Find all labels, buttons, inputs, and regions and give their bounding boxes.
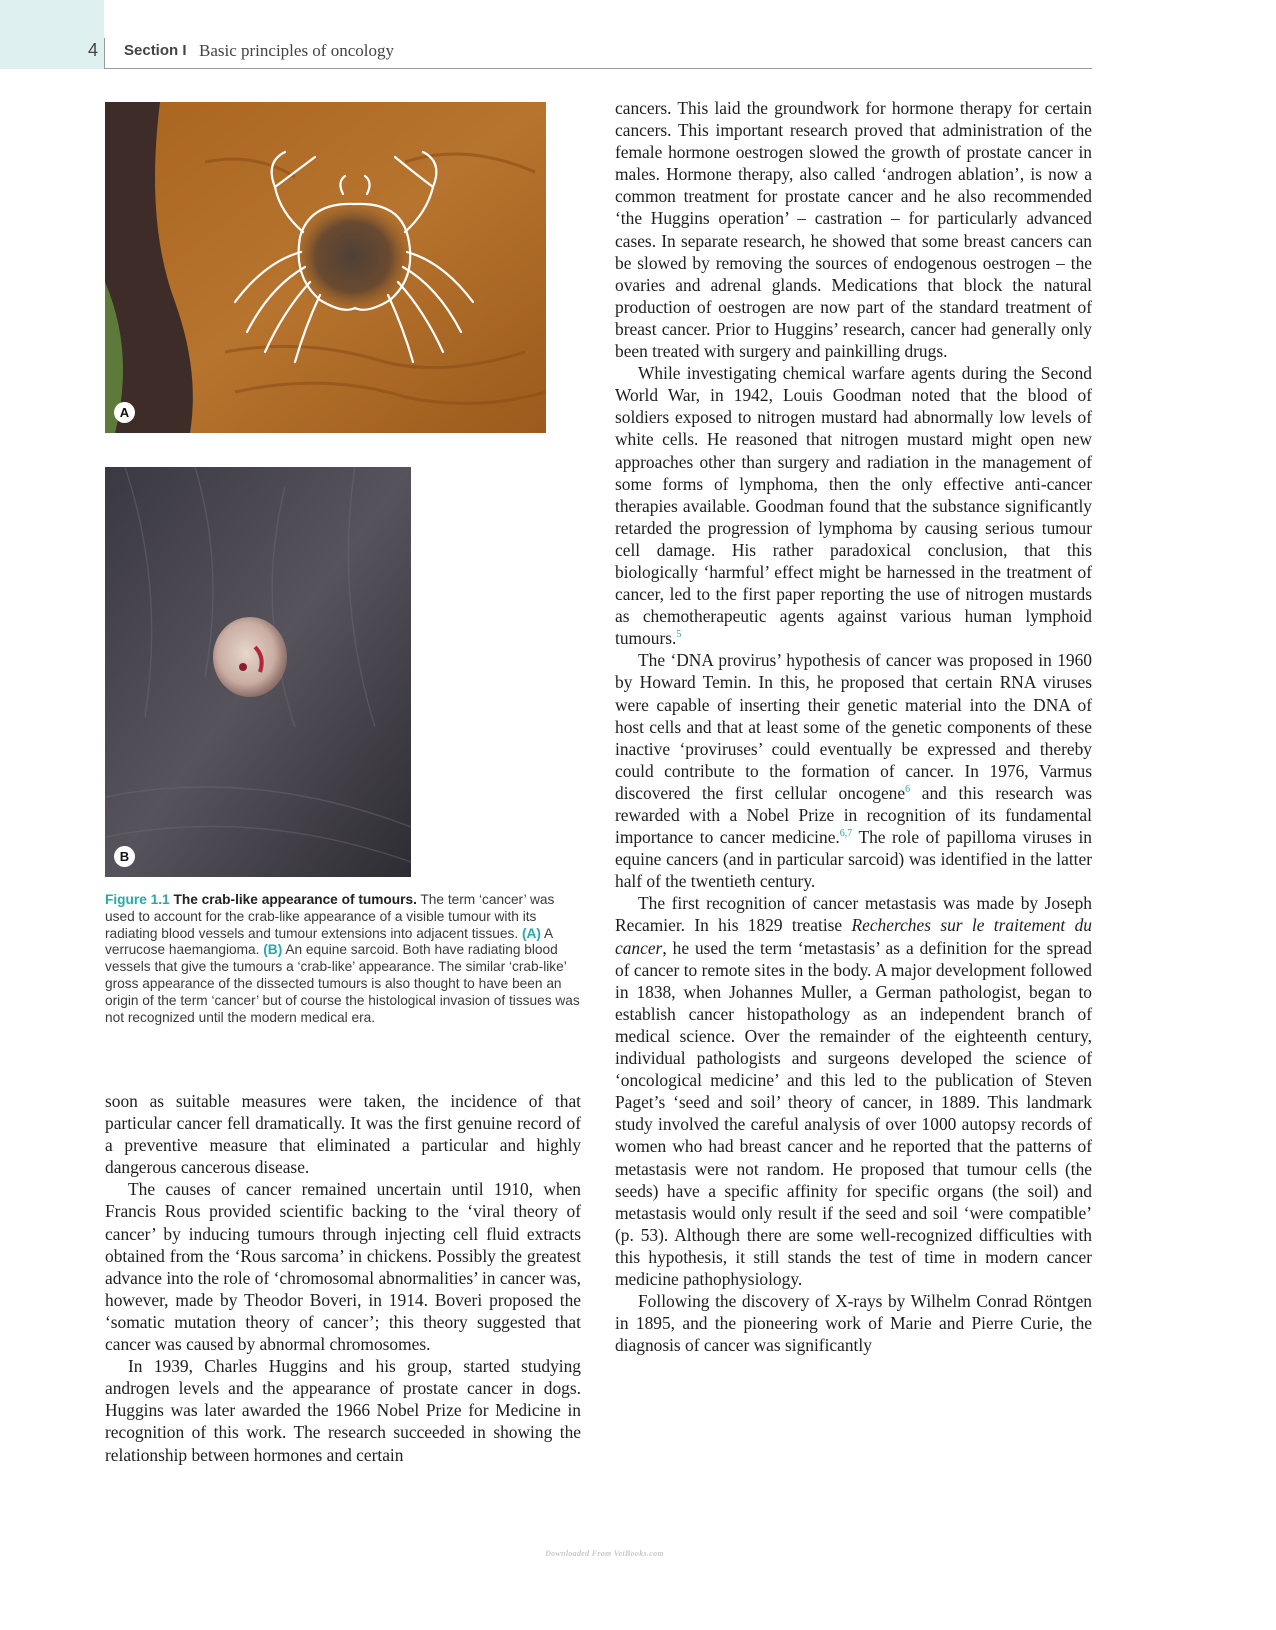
body-paragraph: Following the discovery of X-rays by Wilhelm Conrad Röntgen in 1895, and the pioneering work of Marie and Pierre Curie, the diagnosis of cancer was significantly: [615, 1291, 1092, 1356]
header-title: Basic principles of oncology: [199, 41, 394, 60]
paragraph-text: and this research was rewarded with a Nobel Prize in recognition of its fundamental importance to cancer medicine.: [615, 782, 1092, 848]
reference-link[interactable]: 5: [676, 629, 682, 641]
paragraph-text: The first recognition of cancer metastasis was made by Joseph Recamier. In his 1829 treatise: [615, 893, 1092, 936]
page-number: 4: [87, 40, 98, 60]
left-column: [105, 1090, 581, 1466]
caption-text: An equine sarcoid. Both have radiating blood vessels that give the tumours a ‘crab-like’ appearance. The similar ‘crab-like’ gross appearance of the dissected tumours is also thought to have been an origin of the term ‘cancer’ but of course the histological invasion of tissues was not recognized until the modern medical era.: [105, 942, 580, 1025]
body-paragraph: [615, 892, 1092, 1290]
figure-caption: [105, 892, 581, 1026]
body-paragraph: In 1939, Charles Huggins and his group, started studying androgen levels and the appearance of prostate cancer in dogs. Huggins was later awarded the 1966 Nobel Prize for Medicine in recognition of this work. The research succeeded in showing the relationship between hormones and certain: [105, 1356, 581, 1465]
paragraph-text: , he used the term ‘metastasis’ as a definition for the spread of cancer to remote sites in the body. A major development followed in 1838, when Johannes Muller, a German pathologist, began to establish cancer histopathology as an independent branch of medical science. Over the remainder of the eighteenth century, individual pathologists and surgeons developed the science of ‘oncological medicine’ and this led to the publication of Steven Paget’s ‘seed and soil’ theory of cancer, in 1889. This landmark study involved the careful analysis of over 1000 autopsy records of women who had breast cancer and he reported that the patterns of metastasis were not random. He proposed that tumour cells (the seeds) have a specific affinity for specific organs (the soil) and metastasis would only result if the seed and soil ‘were compatible’ (p. 53). Although there are some well-recognized difficulties with this hypothesis, it still stands the test of time in modern cancer medicine pathophysiology.: [615, 937, 1092, 1289]
caption-ref-b: (B): [263, 942, 283, 958]
panel-b-label: B: [114, 846, 135, 867]
header-section-label: Section I: [124, 42, 187, 59]
figure-title: The crab-like appearance of tumours.: [173, 892, 417, 907]
header-divider: [104, 38, 105, 68]
caption-ref-a: (A): [521, 925, 541, 941]
figure-panel-b-photo: [105, 467, 411, 877]
paragraph-text: The ‘DNA provirus’ hypothesis of cancer was proposed in 1960 by Howard Temin. In this, he proposed that certain RNA viruses were capable of inserting their genetic material into the DNA of host cells and that at least some of the genetic components of these inactive ‘proviruses’ could eventually be expressed and thereby could contribute to the formation of cancer. In 1976, Varmus discovered the first cellular oncogene: [615, 650, 1092, 803]
header-rule: [104, 68, 1092, 69]
reference-link[interactable]: 6: [905, 784, 911, 796]
italic-title: Recherches sur le traitement du cancer: [615, 915, 1092, 958]
body-paragraph: The causes of cancer remained uncertain until 1910, when Francis Rous provided scientific backing to the ‘viral theory of cancer’ by inducing tumours through injecting cell fluid extracts obtained from the ‘Rous sarcoma’ in chickens. Possibly the greatest advance into the role of ‘chromosomal abnormalities’ in cancer was, however, made by Theodor Boveri, in 1914. Boveri proposed the ‘somatic mutation theory of cancer’; this theory suggested that cancer was caused by abnormal chromosomes.: [105, 1179, 581, 1355]
caption-text: A verrucose haemangioma.: [105, 925, 553, 958]
paragraph-text: The role of papilloma viruses in equine cancers (and in particular sarcoid) was identified in the latter half of the twentieth century.: [615, 827, 1092, 892]
body-paragraph: [615, 362, 1092, 649]
sarcoid-photo: [105, 467, 411, 877]
body-paragraph: soon as suitable measures were taken, the incidence of that particular cancer fell dramatically. It was the first genuine record of a preventive measure that eliminated a particular and highly dangerous cancerous disease.: [105, 1091, 581, 1178]
body-paragraph: [615, 649, 1092, 892]
caption-text: The term ‘cancer’ was used to account for the crab-like appearance of a visible tumour with its radiating blood vessels and tumour extensions into adjacent tissues.: [105, 892, 555, 941]
reference-link[interactable]: 6,7: [839, 828, 853, 840]
body-paragraph: cancers. This laid the groundwork for hormone therapy for certain cancers. This important research proved that administration of the female hormone oestrogen slowed the growth of prostate cancer in males. Hormone therapy, also called ‘androgen ablation’, is now a common treatment for prostate cancer and he also recommended ‘the Huggins operation’ – castration – for particularly advanced cases. In separate research, he showed that some breast cancers can be slowed by removing the sources of endogenous oestrogen – the ovaries and adrenal glands. Medications that block the natural production of oestrogen are now part of the standard treatment of breast cancer. Prior to Huggins’ research, cancer had generally only been treated with surgery and painkilling drugs.: [615, 98, 1092, 362]
figure-label: Figure 1.1: [105, 892, 170, 907]
haemangioma-photo: [105, 102, 546, 433]
figure-panel-a-photo: [105, 102, 546, 433]
right-column: [615, 97, 1092, 1356]
footer-watermark: Downloaded From VetBooks.com: [545, 1549, 664, 1558]
panel-a-label: A: [114, 402, 135, 423]
paragraph-text: While investigating chemical warfare agents during the Second World War, in 1942, Louis Goodman noted that the blood of soldiers exposed to nitrogen mustard had abnormally low levels of white cells. He reasoned that nitrogen mustard might open new approaches other than surgery and radiation in the management of some forms of lymphoma, then the only effective anti-cancer therapies available. Goodman found that the substance significantly retarded the progression of lymphoma by causing serious tumour cell damage. His rather paradoxical conclusion, that this biologically ‘harmful’ effect might be harnessed in the treatment of cancer, led to the first paper reporting the use of nitrogen mustards as chemotherapeutic agents against various human lymphoid tumours.: [615, 363, 1092, 649]
